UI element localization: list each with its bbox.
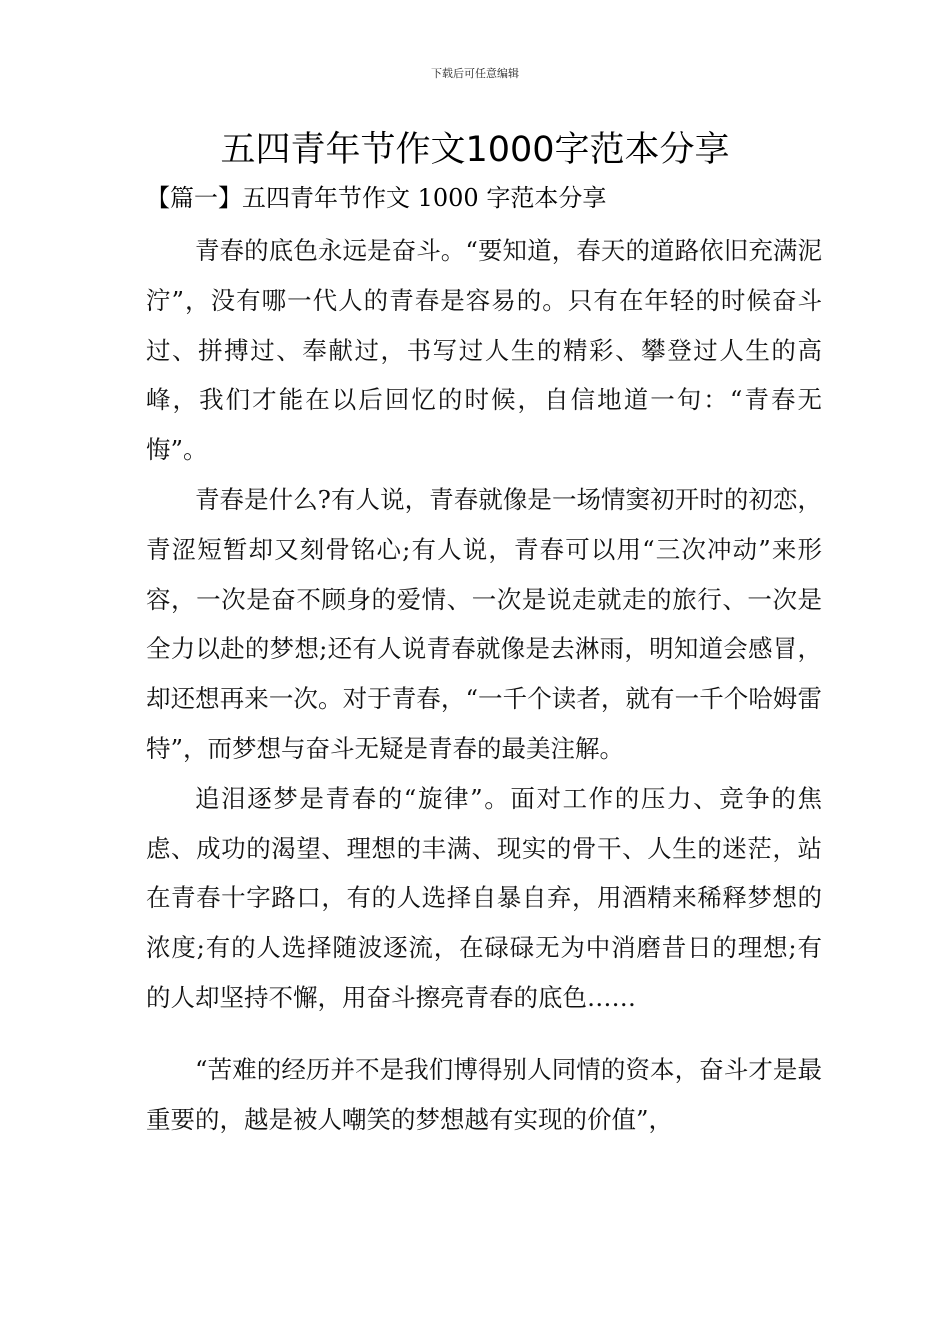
body-text: [146, 226, 822, 1144]
document-title: 五四青年节作文1000字范本分享: [220, 130, 730, 170]
paragraph-4: “苦难的经历并不是我们博得别人同情的资本，奋斗才是最重要的，越是被人嘲笑的梦想越有实现的价值”，: [146, 1054, 822, 1134]
header-note: 下载后可任意编辑: [431, 67, 519, 80]
paragraph-1: 青春的底色永远是奋斗。“要知道，春天的道路依旧充满泥泞”，没有哪一代人的青春是容易的。只有在年轻的时候奋斗过、拼搏过、奉献过，书写过人生的精彩、攀登过人生的高峰，我们才能在以后回忆的时候，自信地道一句：“青春无悔”。: [146, 236, 822, 465]
paragraph-2: 青春是什么?有人说，青春就像是一场情窦初开时的初恋，青涩短暂却又刻骨铭心;有人说，青春可以用“三次冲动”来形容，一次是奋不顾身的爱情、一次是说走就走的旅行、一次是全力以赴的梦想;还有人说青春就像是去淋雨，明知道会感冒，却还想再来一次。对于青春，“一千个读者，就有一千个哈姆雷特”，而梦想与奋斗无疑是青春的最美注解。: [146, 484, 822, 763]
section-heading: 【篇一】五四青年节作文 1000 字范本分享: [146, 184, 607, 212]
paragraph-3: 追泪逐梦是青春的“旋律”。面对工作的压力、竞争的焦虑、成功的渴望、理想的丰满、现实的骨干、人生的迷茫，站在青春十字路口，有的人选择自暴自弃，用酒精来稀释梦想的浓度;有的人选择随波逐流，在碌碌无为中消磨昔日的理想;有的人却坚持不懈，用奋斗擦亮青春的底色……: [146, 783, 822, 1012]
